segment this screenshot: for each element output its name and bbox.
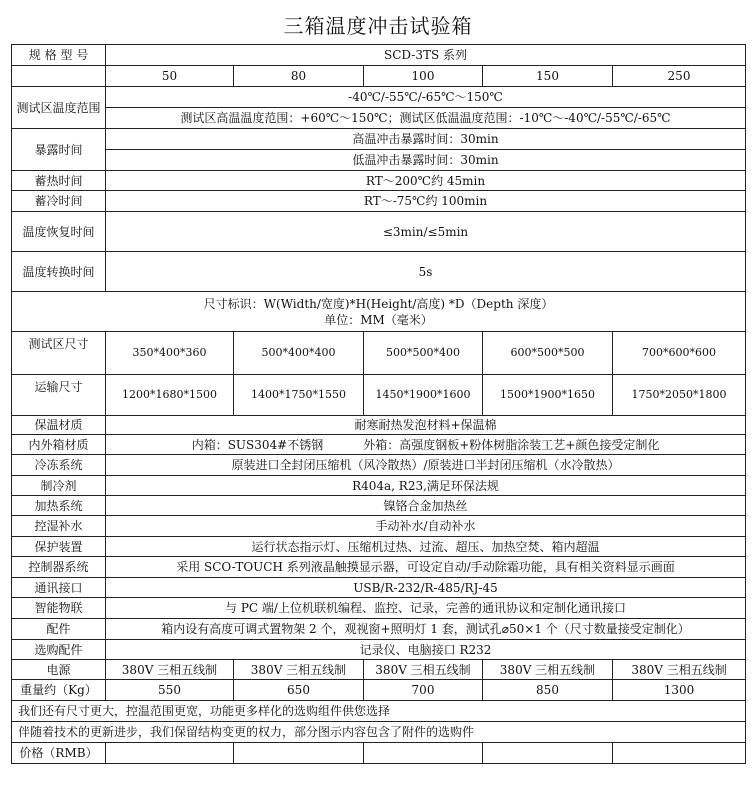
label-insulation: 保温材质 (12, 416, 106, 435)
label-heat-storage: 蓄热时间 (12, 171, 106, 191)
test-size-80: 500*400*400 (234, 332, 364, 375)
weight-50: 550 (106, 680, 234, 701)
power-80: 380V 三相五线制 (234, 660, 364, 680)
size-80: 80 (234, 66, 364, 87)
label-comm: 通讯接口 (12, 578, 106, 598)
label-iot: 智能物联 (12, 598, 106, 619)
temp-range-line2: 测试区高温温度范围：+60℃～150℃；测试区低温温度范围：-10℃～-40℃/-55℃/-65℃ (106, 108, 746, 129)
page-title: 三箱温度冲击试验箱 (283, 14, 473, 38)
label-temp-range: 测试区温度范围 (12, 87, 106, 129)
recovery-value: ≤3min/≤5min (106, 212, 746, 252)
dims-note (12, 292, 746, 332)
options-value: 记录仪、电脑接口 R232 (106, 640, 746, 660)
ship-size-150: 1500*1900*1650 (483, 375, 613, 416)
heating-value: 镍铬合金加热丝 (106, 496, 746, 516)
label-heating: 加热系统 (12, 496, 106, 516)
label-humid: 控湿补水 (12, 516, 106, 537)
refrigerant-value: R404a, R23,满足环保法规 (106, 476, 746, 496)
price-50 (106, 743, 234, 764)
price-250 (613, 743, 746, 764)
cold-storage-value: RT～-75℃约 100min (106, 191, 746, 212)
label-price: 价格（RMB） (12, 743, 106, 764)
humid-value: 手动补水/自动补水 (106, 516, 746, 537)
size-250: 250 (613, 66, 746, 87)
note-rights: 伴随着技术的更新进步，我们保留结构变更的权力，部分图示内容包含了附件的选购件 (12, 722, 746, 743)
insulation-value: 耐寒耐热发泡材料+保温棉 (106, 416, 746, 435)
ship-size-80: 1400*1750*1550 (234, 375, 364, 416)
weight-150: 850 (483, 680, 613, 701)
ship-size-100: 1450*1900*1600 (364, 375, 483, 416)
inner-material: 内箱：SUS304#不锈钢 (191, 437, 324, 452)
cooling-value: 原装进口全封闭压缩机（风冷散热）/原装进口半封闭压缩机（水冷散热） (106, 455, 746, 476)
power-50: 380V 三相五线制 (106, 660, 234, 680)
label-refrigerant: 制冷剂 (12, 476, 106, 496)
price-150 (483, 743, 613, 764)
label-ship-size: 运输尺寸 (12, 375, 106, 416)
outer-material: 外箱：高强度钢板+粉体树脂涂装工艺+颜色接受定制化 (363, 437, 660, 452)
weight-250: 1300 (613, 680, 746, 701)
power-250: 380V 三相五线制 (613, 660, 746, 680)
label-transfer: 温度转换时间 (12, 252, 106, 292)
label-accessories: 配件 (12, 619, 106, 640)
label-controller: 控制器系统 (12, 557, 106, 578)
label-weight: 重量约（Kg） (12, 680, 106, 701)
protection-value: 运行状态指示灯、压缩机过热、过流、超压、加热空焚、箱内超温 (106, 537, 746, 557)
note-more-options: 我们还有尺寸更大，控温范围更宽，功能更多样化的选购组件供您选择 (12, 701, 746, 722)
label-options: 选购配件 (12, 640, 106, 660)
label-model: 规 格 型 号 (12, 45, 106, 66)
label-power: 电源 (12, 660, 106, 680)
size-50: 50 (106, 66, 234, 87)
power-150: 380V 三相五线制 (483, 660, 613, 680)
power-100: 380V 三相五线制 (364, 660, 483, 680)
size-100: 100 (364, 66, 483, 87)
row-model (12, 45, 746, 66)
size-150: 150 (483, 66, 613, 87)
exposure-low: 低温冲击暴露时间：30min (106, 150, 746, 171)
weight-100: 700 (364, 680, 483, 701)
price-80 (234, 743, 364, 764)
label-exposure: 暴露时间 (12, 129, 106, 171)
iot-value: 与 PC 端/上位机联机编程、监控、记录，完善的通讯协议和定制化通讯接口 (106, 598, 746, 619)
label-empty (12, 66, 106, 87)
label-cold-storage: 蓄冷时间 (12, 191, 106, 212)
label-cooling: 冷冻系统 (12, 455, 106, 476)
comm-value: USB/R-232/R-485/RJ-45 (106, 578, 746, 598)
label-protection: 保护装置 (12, 537, 106, 557)
dims-note-line2: 单位：MM（毫米） (324, 312, 433, 327)
transfer-value: 5s (106, 252, 746, 292)
accessories-value: 箱内设有高度可调式置物架 2 个，观视窗+照明灯 1 套，测试孔⌀50×1 个（尺寸数量接受定制化） (106, 619, 746, 640)
row-sizes (12, 66, 746, 87)
temp-range-line1: -40℃/-55℃/-65℃～150℃ (106, 87, 746, 108)
ship-size-50: 1200*1680*1500 (106, 375, 234, 416)
dims-note-line1: 尺寸标识：W(Width/宽度)*H(Height/高度) *D（Depth 深度） (203, 296, 554, 311)
box-material-value (106, 435, 746, 455)
test-size-250: 700*600*600 (613, 332, 746, 375)
exposure-high: 高温冲击暴露时间：30min (106, 129, 746, 150)
label-box-material: 内外箱材质 (12, 435, 106, 455)
weight-80: 650 (234, 680, 364, 701)
controller-value: 采用 SCO-TOUCH 系列液晶触摸显示器，可设定自动/手动除霜功能，具有相关资料显示画面 (106, 557, 746, 578)
label-test-size: 测试区尺寸 (12, 332, 106, 375)
test-size-100: 500*500*400 (364, 332, 483, 375)
label-recovery: 温度恢复时间 (12, 212, 106, 252)
ship-size-250: 1750*2050*1800 (613, 375, 746, 416)
heat-storage-value: RT～200℃约 45min (106, 171, 746, 191)
model-series: SCD-3TS 系列 (106, 45, 746, 66)
test-size-150: 600*500*500 (483, 332, 613, 375)
test-size-50: 350*400*360 (106, 332, 234, 375)
spec-table (11, 44, 746, 764)
price-100 (364, 743, 483, 764)
